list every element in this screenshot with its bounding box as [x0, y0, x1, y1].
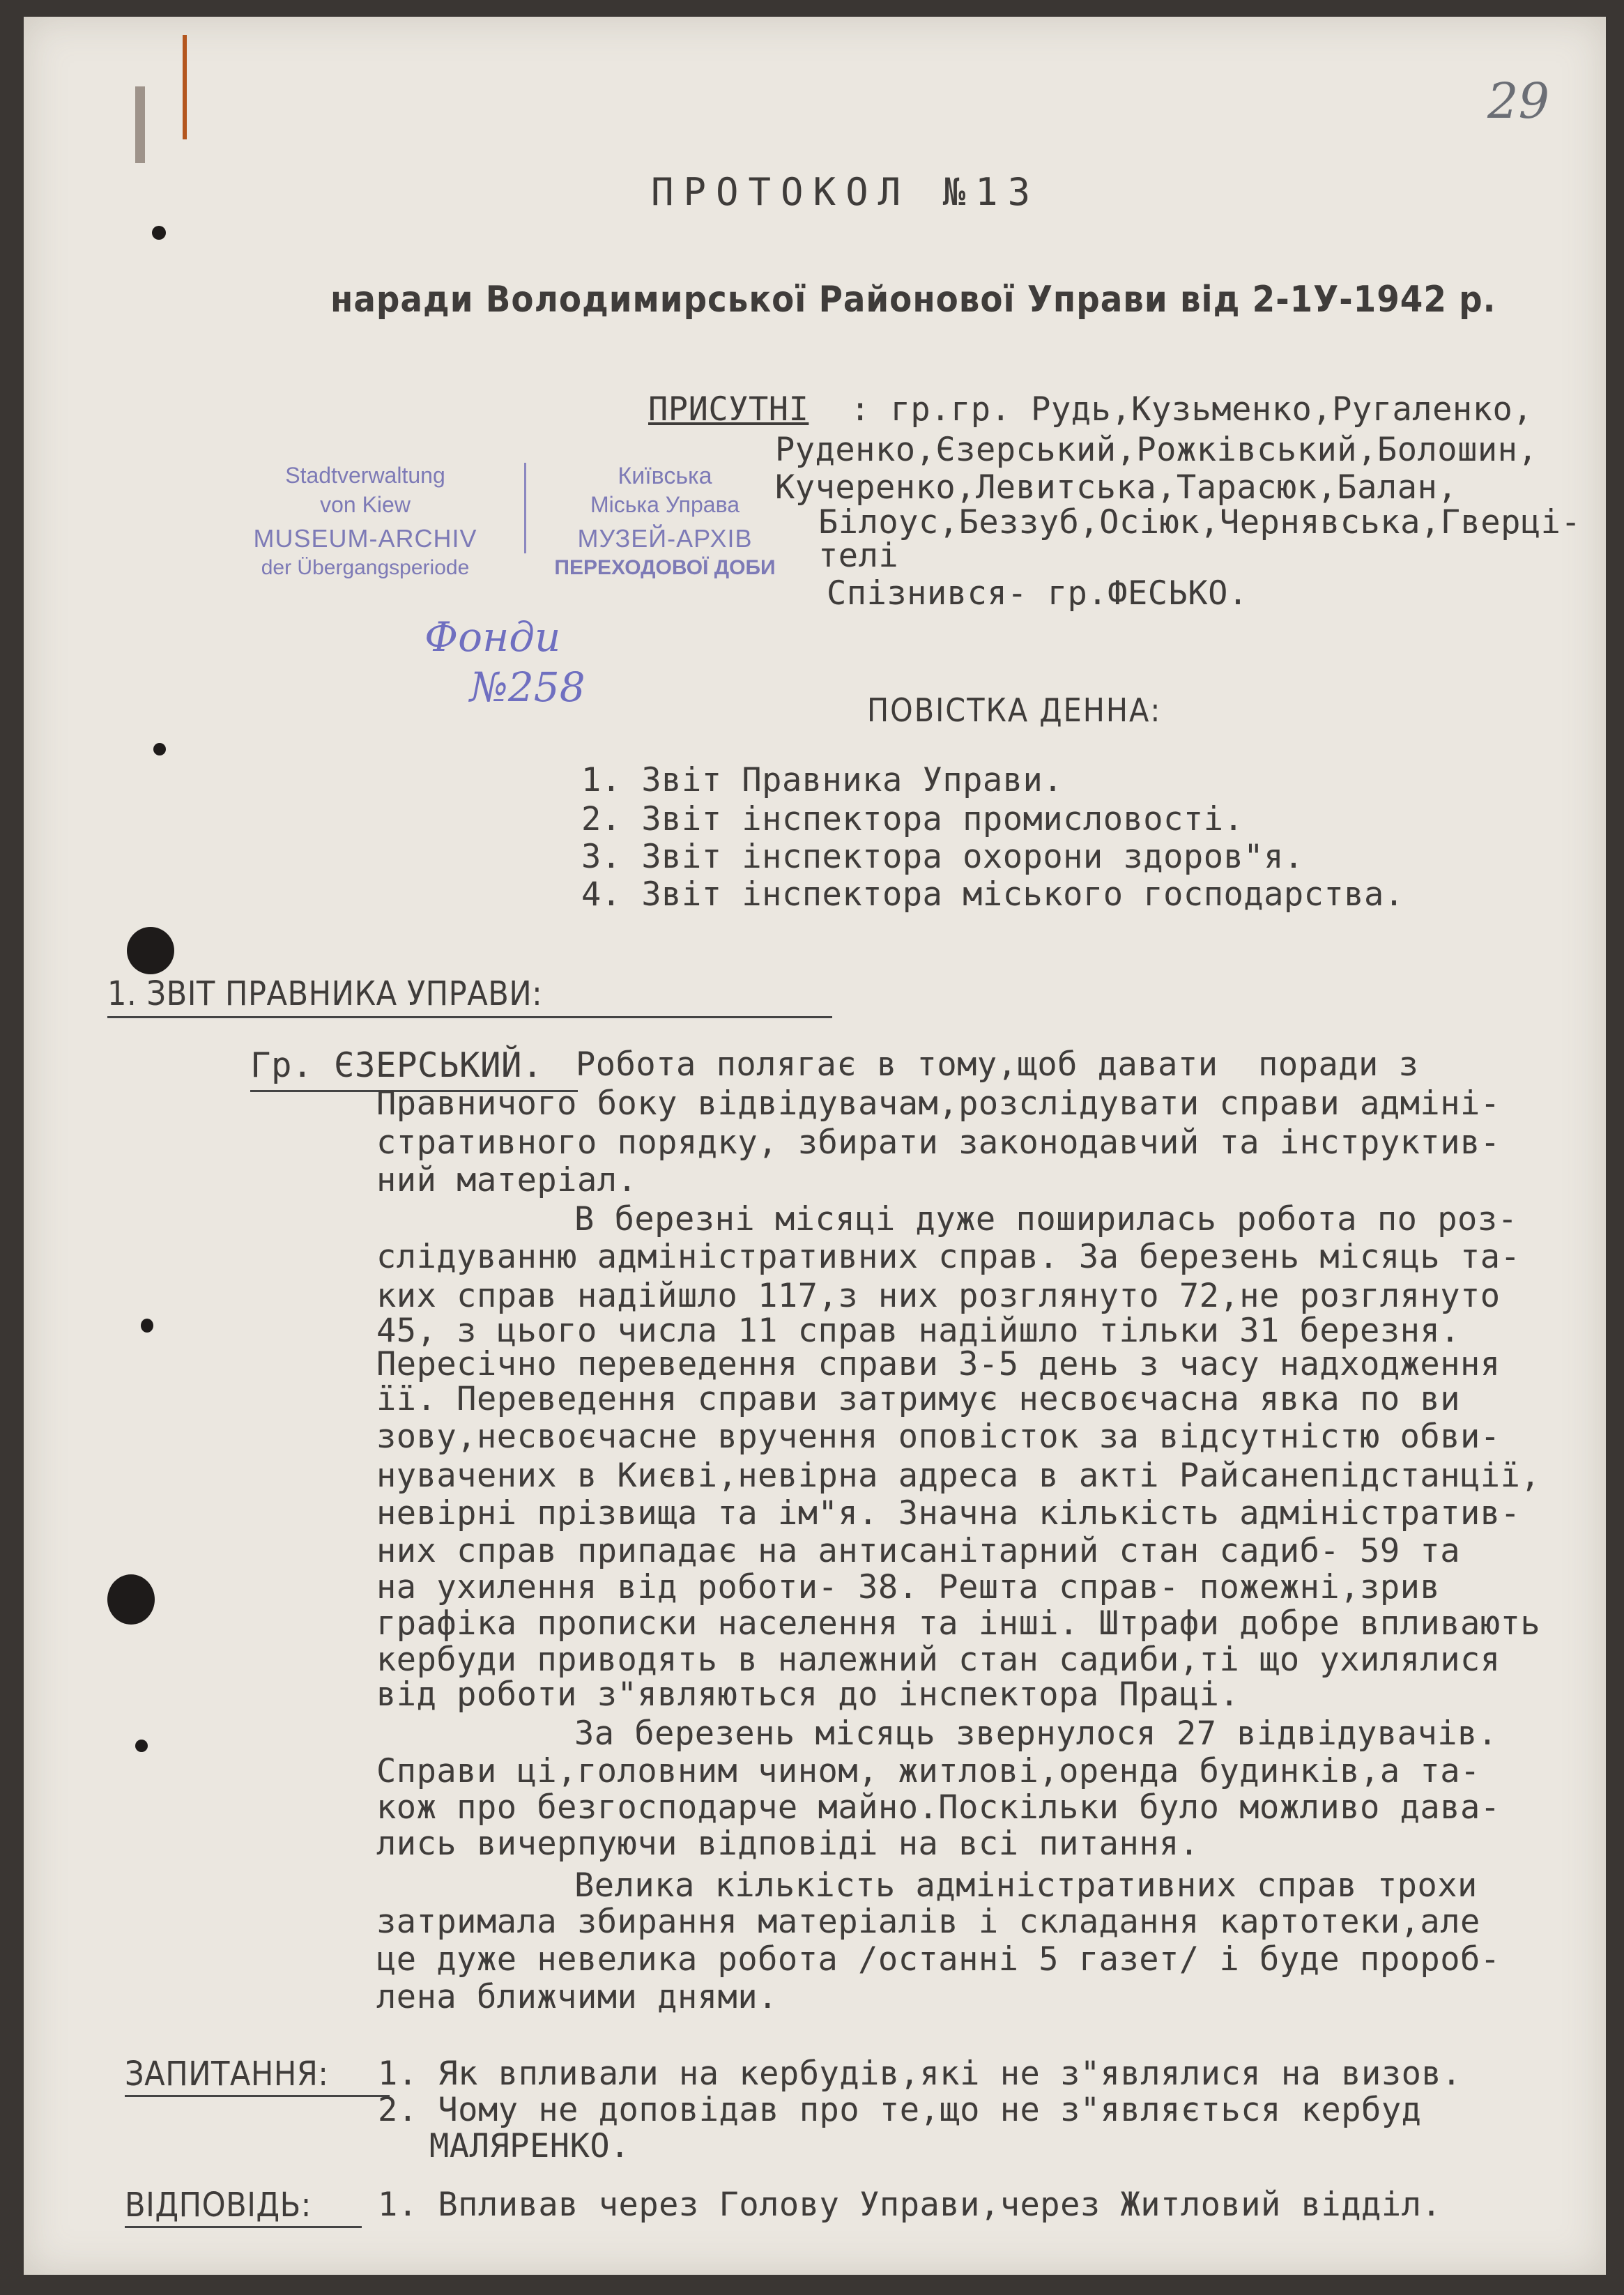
report-line: графіка прописки населення та інші. Штрафи добре впливають — [376, 1604, 1541, 1643]
attendees-line: : гр.гр. Рудь,Кузьменко,Ругаленко, — [850, 390, 1533, 429]
agenda-item: 4. Звіт інспектора міського господарства. — [581, 875, 1404, 914]
question-line: 2. Чому не доповідав про те,що не з"являється кербуд — [378, 2091, 1422, 2129]
stamp-left-line: der Übergangsperiode — [261, 556, 470, 579]
handwritten-fond-number: №258 — [470, 663, 585, 711]
agenda-item: 1. Звіт Правника Управи. — [581, 761, 1064, 799]
report-line: кербуди приводять в належний стан садиби,ті що ухилялися — [376, 1641, 1501, 1679]
report-line: її. Переведення справи затримує несвоєчасна явка по ви — [376, 1380, 1461, 1418]
stamp-right-line: Міська Управа — [590, 492, 740, 517]
report-line: лись вичерпуючи відповіді на всі питання. — [376, 1825, 1200, 1863]
report-line: ний матеріал. — [376, 1161, 638, 1199]
stamp-divider — [524, 463, 526, 553]
punch-hole — [107, 1574, 155, 1625]
fold-mark — [183, 35, 187, 139]
report-line: лена ближчими днями. — [376, 1978, 778, 2016]
report-line: кож про безгосподарче майно.Поскільки було можливо дава- — [376, 1788, 1501, 1827]
report-line: це дуже невелика робота /останні 5 газет/ і буде пророб- — [376, 1940, 1501, 1979]
agenda-item: 2. Звіт інспектора промисловості. — [581, 800, 1244, 838]
report-line: 45, з цього числа 11 справ надійшло тільки 31 березня. — [376, 1312, 1461, 1350]
report-line: Пересічно переведення справи 3-5 день з часу надходження — [376, 1345, 1501, 1383]
agenda-heading: ПОВІСТКА ДЕННА: — [867, 691, 1162, 729]
archive-stamp — [191, 463, 804, 616]
document-page — [24, 17, 1606, 2275]
attendees-line: Кучеренко,Левитська,Тарасюк,Балан, — [775, 468, 1458, 507]
report-line: Велика кількість адміністративних справ трохи — [574, 1866, 1478, 1905]
punch-mark — [153, 743, 166, 755]
punch-hole — [127, 927, 174, 974]
agenda-item: 3. Звіт інспектора охорони здоров"я. — [581, 838, 1304, 876]
stamp-left-line: von Kiew — [320, 492, 411, 517]
questions-label: ЗАПИТАННЯ: — [125, 2055, 329, 2094]
attendees-line: Руденко,Єзерський,Рожківський,Болошин, — [775, 431, 1538, 469]
punch-mark — [135, 1740, 148, 1752]
document-subtitle: наради Володимирської Районової Управи від 2-1У-1942 р. — [330, 279, 1496, 321]
page-number: 29 — [1487, 72, 1550, 130]
stamp-right-line: МУЗЕЙ-АРХІВ — [577, 524, 753, 553]
speaker-name: Гр. ЄЗЕРСЬКИЙ. — [250, 1045, 544, 1085]
report-line: зову,несвоєчасне вручення оповісток за відсутністю обви- — [376, 1418, 1501, 1456]
punch-mark — [141, 1319, 153, 1333]
report-line: на ухилення від роботи- 38. Решта справ- пожежні,зрив — [376, 1568, 1441, 1606]
report-line: від роботи з"являються до інспектора Праці. — [376, 1675, 1240, 1714]
report-line: В березні місяці дуже поширилась робота по роз- — [574, 1200, 1518, 1238]
stamp-right-line: ПЕРЕХОДОВОЇ ДОБИ — [554, 556, 776, 579]
answer-label: ВІДПОВІДЬ: — [125, 2186, 312, 2225]
stamp-left-line: MUSEUM-ARCHIV — [253, 524, 477, 553]
questions-label-underline — [125, 2095, 390, 2097]
document-title: ПРОТОКОЛ №13 — [651, 170, 1041, 214]
punch-mark — [152, 226, 166, 240]
fold-mark — [135, 86, 145, 163]
attendees-label: ПРИСУТНІ — [648, 390, 809, 429]
report-line: Справи ці,головним чином, житлові,оренда будинків,а та- — [376, 1752, 1480, 1790]
attendees-line: Білоус,Беззуб,Осіюк,Чернявська,Гверці- — [818, 503, 1581, 542]
report-line: стративного порядку, збирати законодавчий та інструктив- — [376, 1123, 1501, 1162]
handwritten-fond: Фонди — [424, 613, 561, 661]
question-line: МАЛЯРЕНКО. — [429, 2127, 630, 2165]
stamp-right-line: Київська — [618, 463, 712, 489]
report-line: слідуванню адміністративних справ. За березень місяць та- — [376, 1238, 1521, 1276]
answer-label-underline — [125, 2226, 362, 2228]
question-line: 1. Як впливали на кербудів,які не з"являлися на визов. — [378, 2055, 1462, 2093]
report-line: ких справ надійшло 117,з них розглянуто 72,не розглянуто — [376, 1277, 1501, 1315]
section-heading-underline — [107, 1016, 832, 1018]
answer-line: 1. Впливав через Голову Управи,через Житловий відділ. — [378, 2186, 1442, 2224]
attendees-line: телі — [818, 537, 899, 575]
late-arrival: Спізнився- гр.ФЕСЬКО. — [827, 574, 1248, 613]
report-line: затримала збирання матеріалів і складання картотеки,але — [376, 1903, 1480, 1941]
section-heading: 1. ЗВІТ ПРАВНИКА УПРАВИ: — [107, 974, 543, 1013]
report-line: них справ припадає на антисанітарний стан садиб- 59 та — [376, 1532, 1461, 1570]
stamp-left-line: Stadtverwaltung — [285, 463, 445, 488]
report-line: нувачених в Києві,невірна адреса в акті Райсанепідстанції, — [376, 1457, 1541, 1495]
report-line: Правничого боку відвідувачам,розслідувати справи адміні- — [376, 1084, 1501, 1123]
report-line: невірні прізвища та ім"я. Значна кількість адміністратив- — [376, 1494, 1521, 1533]
report-line: Робота полягає в тому,щоб давати поради з — [576, 1045, 1419, 1084]
report-line: За березень місяць звернулося 27 відвідувачів. — [574, 1714, 1498, 1753]
